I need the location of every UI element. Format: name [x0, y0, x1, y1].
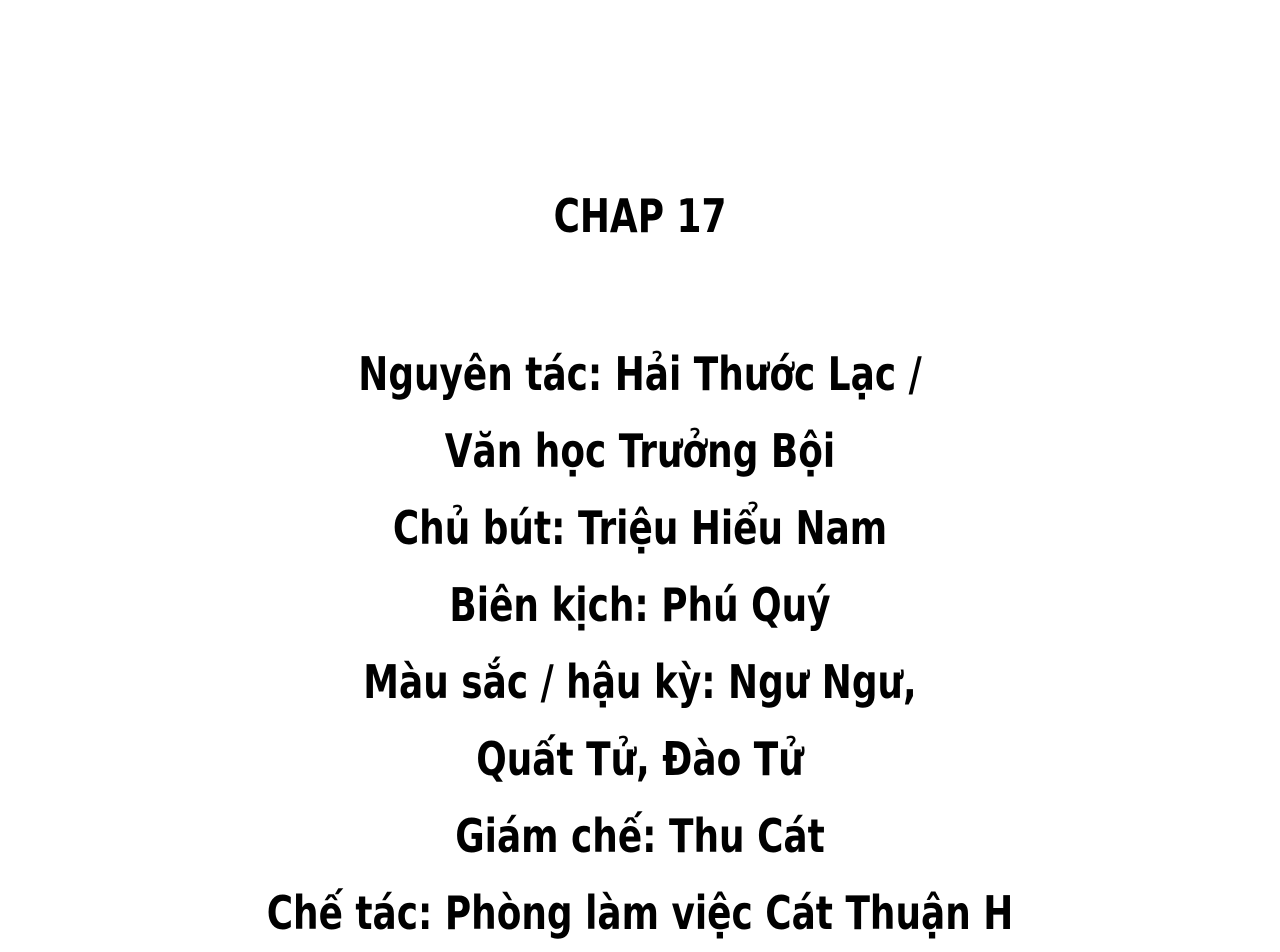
- credit-lead-artist-line: Chủ bút: Triệu Hiểu Nam: [392, 501, 888, 555]
- credit-screenwriter-line: Biên kịch: Phú Quý: [449, 578, 831, 632]
- credit-colorist-continued-line: Quất Tử, Đào Tử: [476, 732, 804, 786]
- credit-publisher-line: Văn học Trưởng Bội: [444, 424, 836, 478]
- chapter-title: CHAP 17: [553, 189, 727, 243]
- credit-colorist-line: Màu sắc / hậu kỳ: Ngư Ngư,: [363, 655, 917, 709]
- credit-original-work-line: Nguyên tác: Hải Thước Lạc /: [358, 347, 922, 401]
- credits-block: [141, 336, 1139, 952]
- credit-supervisor-line: Giám chế: Thu Cát: [455, 809, 825, 863]
- credit-production-line: Chế tác: Phòng làm việc Cát Thuận H: [266, 886, 1014, 940]
